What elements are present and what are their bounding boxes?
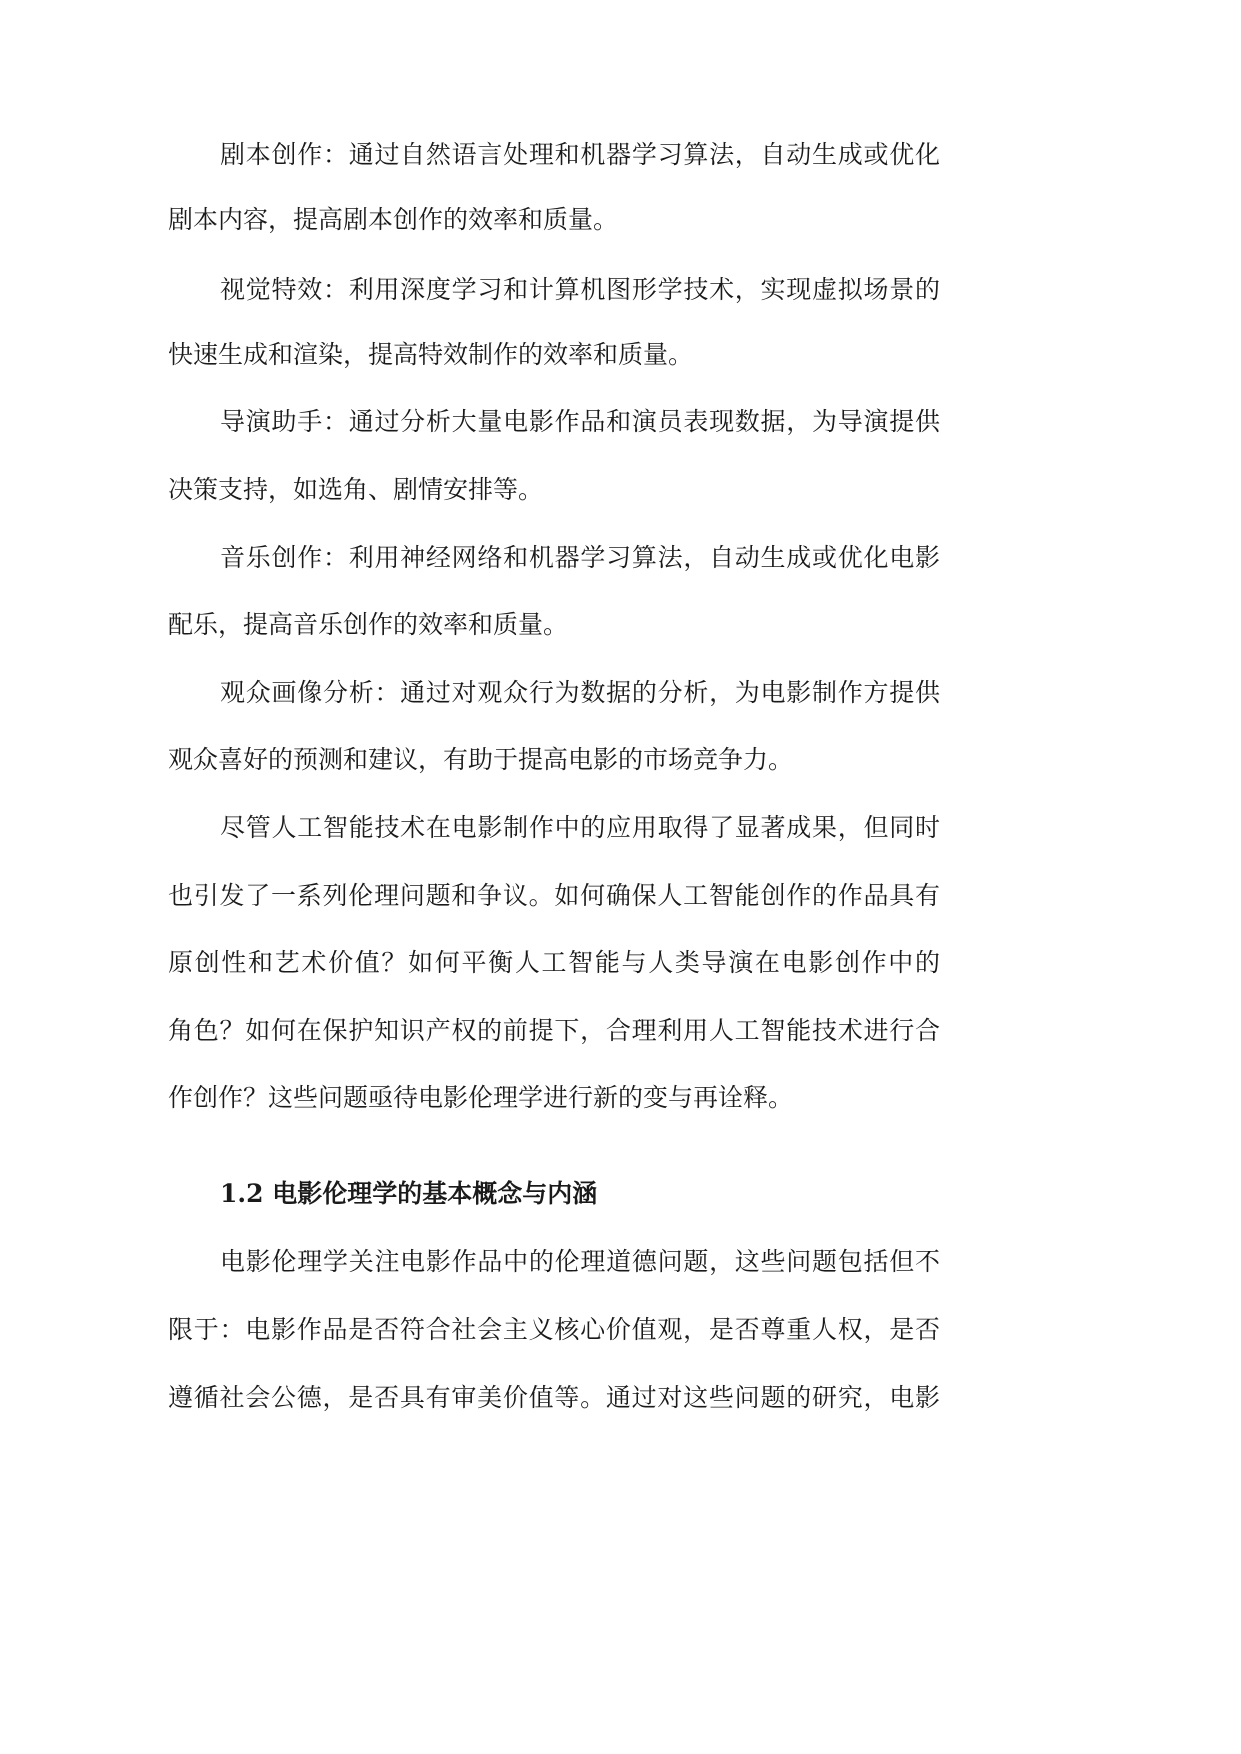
text-line: 角色？如何在保护知识产权的前提下，合理利用人工智能技术进行合 (168, 1016, 940, 1045)
text-line: 限于：电影作品是否符合社会主义核心价值观，是否尊重人权，是否 (168, 1315, 940, 1344)
text-line: 决策支持，如选角、剧情安排等。 (168, 475, 544, 504)
text-line: 音乐创作：利用神经网络和机器学习算法，自动生成或优化电影 (220, 543, 940, 572)
text-line: 视觉特效：利用深度学习和计算机图形学技术，实现虚拟场景的 (220, 275, 940, 304)
text-line: 电影伦理学关注电影作品中的伦理道德问题，这些问题包括但不 (220, 1247, 940, 1276)
text-line: 原创性和艺术价值？如何平衡人工智能与人类导演在电影创作中的 (168, 948, 940, 977)
text-line: 剧本创作：通过自然语言处理和机器学习算法，自动生成或优化 (220, 140, 940, 169)
text-line: 也引发了一系列伦理问题和争议。如何确保人工智能创作的作品具有 (168, 881, 940, 910)
text-line: 观众喜好的预测和建议，有助于提高电影的市场竞争力。 (168, 745, 794, 774)
text-line: 快速生成和渲染，提高特效制作的效率和质量。 (168, 340, 694, 369)
text-line: 观众画像分析：通过对观众行为数据的分析，为电影制作方提供 (220, 678, 940, 707)
text-line: 剧本内容，提高剧本创作的效率和质量。 (168, 205, 619, 234)
text-line: 作创作？这些问题亟待电影伦理学进行新的变与再诠释。 (168, 1083, 794, 1112)
text-line: 导演助手：通过分析大量电影作品和演员表现数据，为导演提供 (220, 407, 940, 436)
text-line: 尽管人工智能技术在电影制作中的应用取得了显著成果，但同时 (220, 813, 940, 842)
text-line: 配乐，提高音乐创作的效率和质量。 (168, 610, 569, 639)
section-heading: 1.2 电影伦理学的基本概念与内涵 (220, 1179, 598, 1208)
text-line: 遵循社会公德，是否具有审美价值等。通过对这些问题的研究，电影 (168, 1383, 940, 1412)
